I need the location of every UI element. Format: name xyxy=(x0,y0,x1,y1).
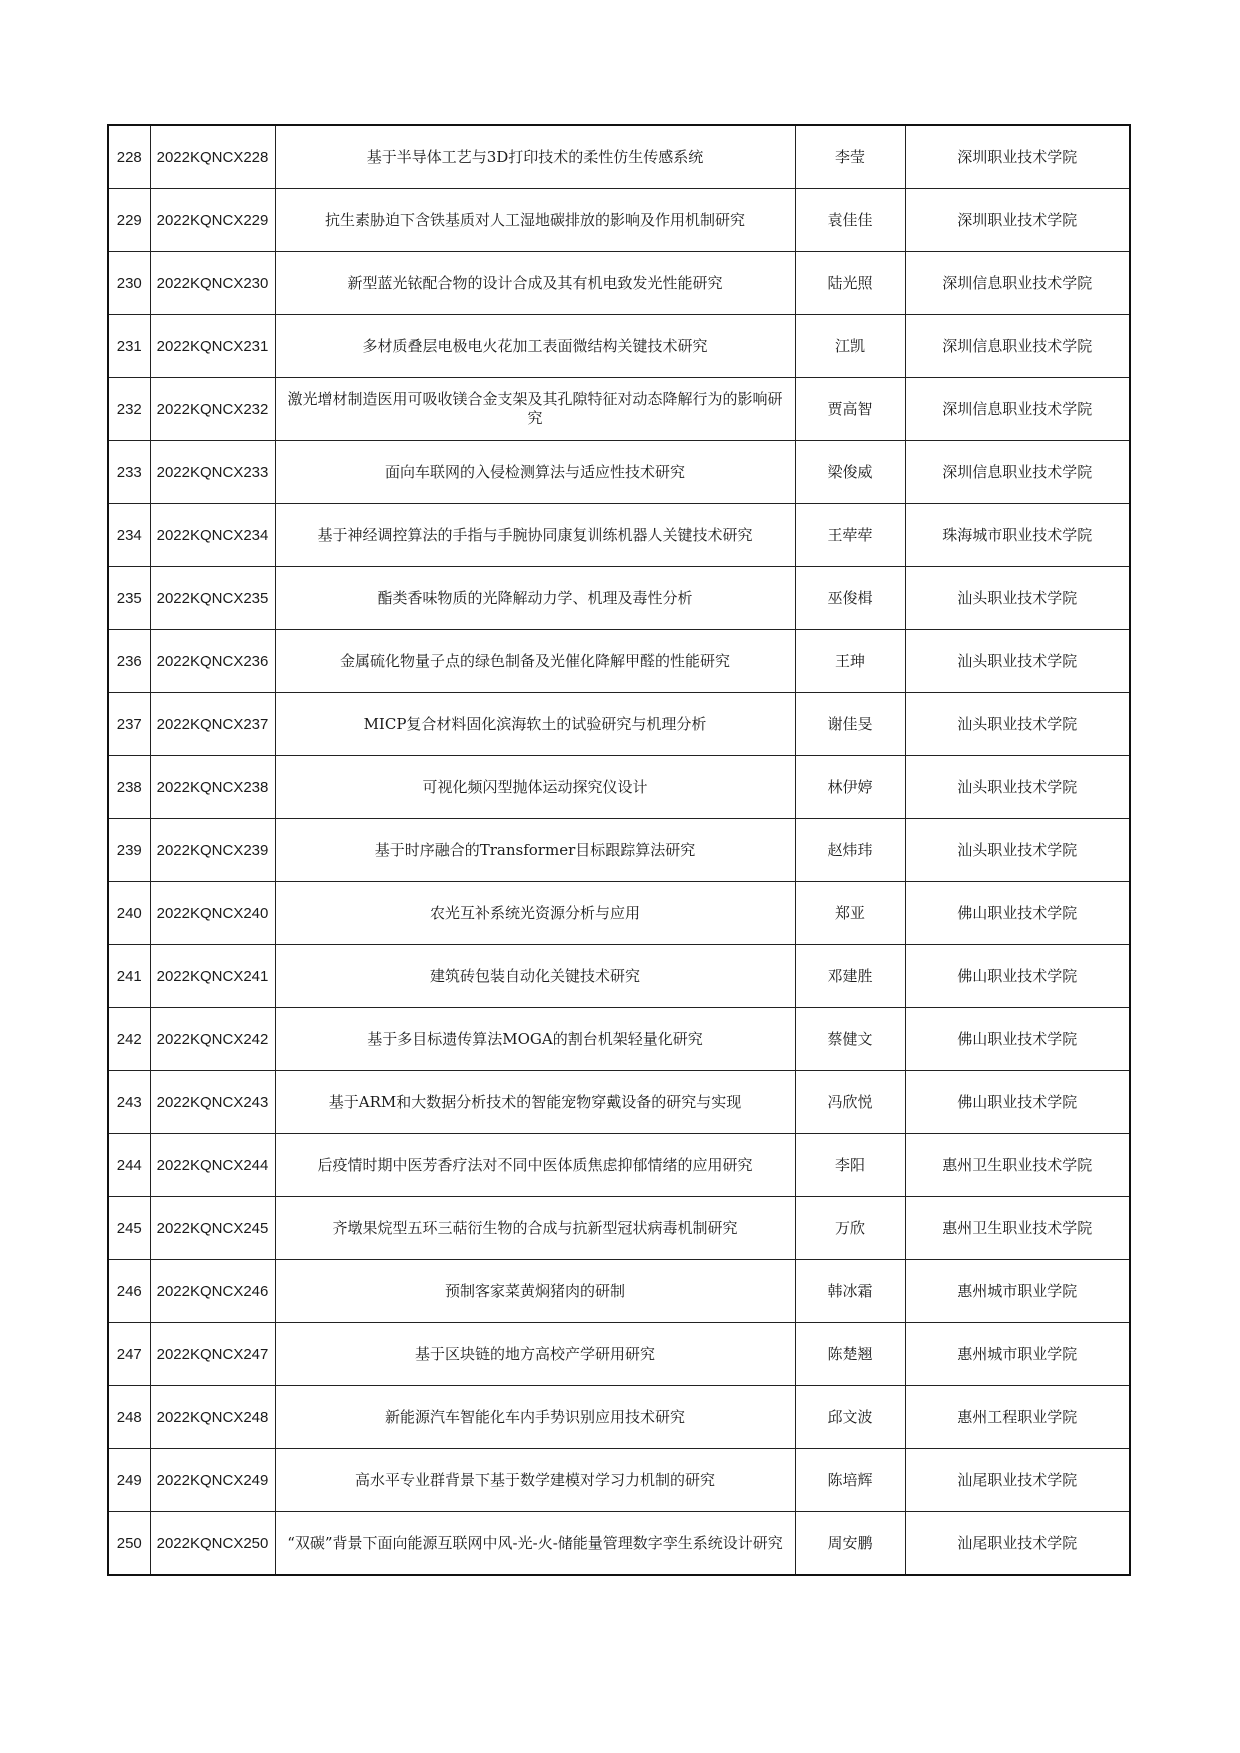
institution: 深圳信息职业技术学院 xyxy=(905,378,1130,441)
project-title: 抗生素胁迫下含铁基质对人工湿地碳排放的影响及作用机制研究 xyxy=(275,189,795,252)
project-leader: 冯欣悦 xyxy=(795,1071,905,1134)
project-title: 齐墩果烷型五环三萜衍生物的合成与抗新型冠状病毒机制研究 xyxy=(275,1197,795,1260)
row-number: 236 xyxy=(108,630,150,693)
project-leader: 邱文波 xyxy=(795,1386,905,1449)
project-title: 面向车联网的入侵检测算法与适应性技术研究 xyxy=(275,441,795,504)
project-title: 金属硫化物量子点的绿色制备及光催化降解甲醛的性能研究 xyxy=(275,630,795,693)
institution: 深圳信息职业技术学院 xyxy=(905,252,1130,315)
institution: 深圳信息职业技术学院 xyxy=(905,315,1130,378)
row-number: 237 xyxy=(108,693,150,756)
institution: 珠海城市职业技术学院 xyxy=(905,504,1130,567)
row-number: 238 xyxy=(108,756,150,819)
table-row xyxy=(108,1323,1130,1386)
project-code: 2022KQNCX234 xyxy=(150,504,275,567)
row-number: 243 xyxy=(108,1071,150,1134)
row-number: 247 xyxy=(108,1323,150,1386)
table-row xyxy=(108,189,1130,252)
row-number: 233 xyxy=(108,441,150,504)
project-leader: 韩冰霜 xyxy=(795,1260,905,1323)
institution: 汕头职业技术学院 xyxy=(905,693,1130,756)
institution: 汕头职业技术学院 xyxy=(905,819,1130,882)
project-title: 多材质叠层电极电火花加工表面微结构关键技术研究 xyxy=(275,315,795,378)
row-number: 235 xyxy=(108,567,150,630)
row-number: 248 xyxy=(108,1386,150,1449)
table-row xyxy=(108,1008,1130,1071)
table-row xyxy=(108,1134,1130,1197)
project-title: 预制客家菜黄焖猪肉的研制 xyxy=(275,1260,795,1323)
project-leader: 贾高智 xyxy=(795,378,905,441)
project-code: 2022KQNCX236 xyxy=(150,630,275,693)
institution: 惠州城市职业学院 xyxy=(905,1260,1130,1323)
project-title: 高水平专业群背景下基于数学建模对学习力机制的研究 xyxy=(275,1449,795,1512)
project-leader: 巫俊楫 xyxy=(795,567,905,630)
project-leader: 李阳 xyxy=(795,1134,905,1197)
project-leader: 赵炜玮 xyxy=(795,819,905,882)
institution: 佛山职业技术学院 xyxy=(905,1008,1130,1071)
row-number: 245 xyxy=(108,1197,150,1260)
project-title: 新能源汽车智能化车内手势识别应用技术研究 xyxy=(275,1386,795,1449)
project-title: 基于半导体工艺与3D打印技术的柔性仿生传感系统 xyxy=(275,125,795,189)
project-code: 2022KQNCX230 xyxy=(150,252,275,315)
table-row xyxy=(108,1512,1130,1576)
project-leader: 李莹 xyxy=(795,125,905,189)
table-row xyxy=(108,441,1130,504)
institution: 深圳职业技术学院 xyxy=(905,189,1130,252)
institution: 汕头职业技术学院 xyxy=(905,567,1130,630)
table-row xyxy=(108,125,1130,189)
project-code: 2022KQNCX239 xyxy=(150,819,275,882)
table-row xyxy=(108,630,1130,693)
table-row xyxy=(108,567,1130,630)
project-leader: 陈楚翘 xyxy=(795,1323,905,1386)
table-row xyxy=(108,819,1130,882)
project-code: 2022KQNCX229 xyxy=(150,189,275,252)
project-code: 2022KQNCX249 xyxy=(150,1449,275,1512)
institution: 深圳职业技术学院 xyxy=(905,125,1130,189)
project-title: 农光互补系统光资源分析与应用 xyxy=(275,882,795,945)
row-number: 239 xyxy=(108,819,150,882)
row-number: 228 xyxy=(108,125,150,189)
project-leader: 袁佳佳 xyxy=(795,189,905,252)
project-title: 酯类香味物质的光降解动力学、机理及毒性分析 xyxy=(275,567,795,630)
project-leader: 陈培辉 xyxy=(795,1449,905,1512)
institution: 惠州卫生职业技术学院 xyxy=(905,1197,1130,1260)
project-code: 2022KQNCX235 xyxy=(150,567,275,630)
project-code: 2022KQNCX242 xyxy=(150,1008,275,1071)
institution: 惠州工程职业学院 xyxy=(905,1386,1130,1449)
row-number: 230 xyxy=(108,252,150,315)
table-row xyxy=(108,1449,1130,1512)
institution: 惠州城市职业学院 xyxy=(905,1323,1130,1386)
project-title: 基于时序融合的Transformer目标跟踪算法研究 xyxy=(275,819,795,882)
project-title: 基于神经调控算法的手指与手腕协同康复训练机器人关键技术研究 xyxy=(275,504,795,567)
project-leader: 梁俊威 xyxy=(795,441,905,504)
project-code: 2022KQNCX231 xyxy=(150,315,275,378)
project-code: 2022KQNCX247 xyxy=(150,1323,275,1386)
row-number: 244 xyxy=(108,1134,150,1197)
project-code: 2022KQNCX244 xyxy=(150,1134,275,1197)
project-title: 基于区块链的地方高校产学研用研究 xyxy=(275,1323,795,1386)
table-row xyxy=(108,756,1130,819)
institution: 佛山职业技术学院 xyxy=(905,945,1130,1008)
table-row xyxy=(108,378,1130,441)
table-row xyxy=(108,693,1130,756)
row-number: 241 xyxy=(108,945,150,1008)
project-leader: 蔡健文 xyxy=(795,1008,905,1071)
row-number: 249 xyxy=(108,1449,150,1512)
row-number: 240 xyxy=(108,882,150,945)
institution: 汕头职业技术学院 xyxy=(905,756,1130,819)
table-row xyxy=(108,252,1130,315)
project-title: “双碳”背景下面向能源互联网中风-光-火-储能量管理数字孪生系统设计研究 xyxy=(275,1512,795,1576)
row-number: 250 xyxy=(108,1512,150,1576)
project-leader: 周安鹏 xyxy=(795,1512,905,1576)
table-row xyxy=(108,945,1130,1008)
project-leader: 邓建胜 xyxy=(795,945,905,1008)
project-leader: 江凯 xyxy=(795,315,905,378)
table-row xyxy=(108,504,1130,567)
project-title: MICP复合材料固化滨海软土的试验研究与机理分析 xyxy=(275,693,795,756)
project-code: 2022KQNCX240 xyxy=(150,882,275,945)
row-number: 232 xyxy=(108,378,150,441)
table-row xyxy=(108,1386,1130,1449)
project-title: 建筑砖包装自动化关键技术研究 xyxy=(275,945,795,1008)
table-row xyxy=(108,1071,1130,1134)
institution: 汕尾职业技术学院 xyxy=(905,1449,1130,1512)
project-code: 2022KQNCX228 xyxy=(150,125,275,189)
project-code: 2022KQNCX238 xyxy=(150,756,275,819)
project-code: 2022KQNCX233 xyxy=(150,441,275,504)
project-leader: 谢佳旻 xyxy=(795,693,905,756)
project-leader: 林伊婷 xyxy=(795,756,905,819)
project-leader: 陆光照 xyxy=(795,252,905,315)
row-number: 234 xyxy=(108,504,150,567)
project-title: 可视化频闪型抛体运动探究仪设计 xyxy=(275,756,795,819)
project-title: 新型蓝光铱配合物的设计合成及其有机电致发光性能研究 xyxy=(275,252,795,315)
project-title: 基于多目标遗传算法MOGA的割台机架轻量化研究 xyxy=(275,1008,795,1071)
project-leader: 王荦荦 xyxy=(795,504,905,567)
project-code: 2022KQNCX241 xyxy=(150,945,275,1008)
table-row xyxy=(108,1197,1130,1260)
project-code: 2022KQNCX243 xyxy=(150,1071,275,1134)
institution: 佛山职业技术学院 xyxy=(905,1071,1130,1134)
project-leader: 郑亚 xyxy=(795,882,905,945)
project-table xyxy=(107,124,1131,1576)
project-leader: 万欣 xyxy=(795,1197,905,1260)
row-number: 246 xyxy=(108,1260,150,1323)
institution: 汕尾职业技术学院 xyxy=(905,1512,1130,1576)
project-code: 2022KQNCX245 xyxy=(150,1197,275,1260)
project-code: 2022KQNCX248 xyxy=(150,1386,275,1449)
project-code: 2022KQNCX250 xyxy=(150,1512,275,1576)
project-code: 2022KQNCX246 xyxy=(150,1260,275,1323)
row-number: 242 xyxy=(108,1008,150,1071)
institution: 深圳信息职业技术学院 xyxy=(905,441,1130,504)
institution: 惠州卫生职业技术学院 xyxy=(905,1134,1130,1197)
project-title: 基于ARM和大数据分析技术的智能宠物穿戴设备的研究与实现 xyxy=(275,1071,795,1134)
project-title: 后疫情时期中医芳香疗法对不同中医体质焦虑抑郁情绪的应用研究 xyxy=(275,1134,795,1197)
project-code: 2022KQNCX237 xyxy=(150,693,275,756)
table-row xyxy=(108,882,1130,945)
table-row xyxy=(108,1260,1130,1323)
project-code: 2022KQNCX232 xyxy=(150,378,275,441)
institution: 佛山职业技术学院 xyxy=(905,882,1130,945)
project-table-body xyxy=(108,125,1130,1575)
project-list-sheet xyxy=(107,124,1131,1576)
table-row xyxy=(108,315,1130,378)
project-title: 激光增材制造医用可吸收镁合金支架及其孔隙特征对动态降解行为的影响研究 xyxy=(275,378,795,441)
project-leader: 王珅 xyxy=(795,630,905,693)
institution: 汕头职业技术学院 xyxy=(905,630,1130,693)
row-number: 229 xyxy=(108,189,150,252)
row-number: 231 xyxy=(108,315,150,378)
